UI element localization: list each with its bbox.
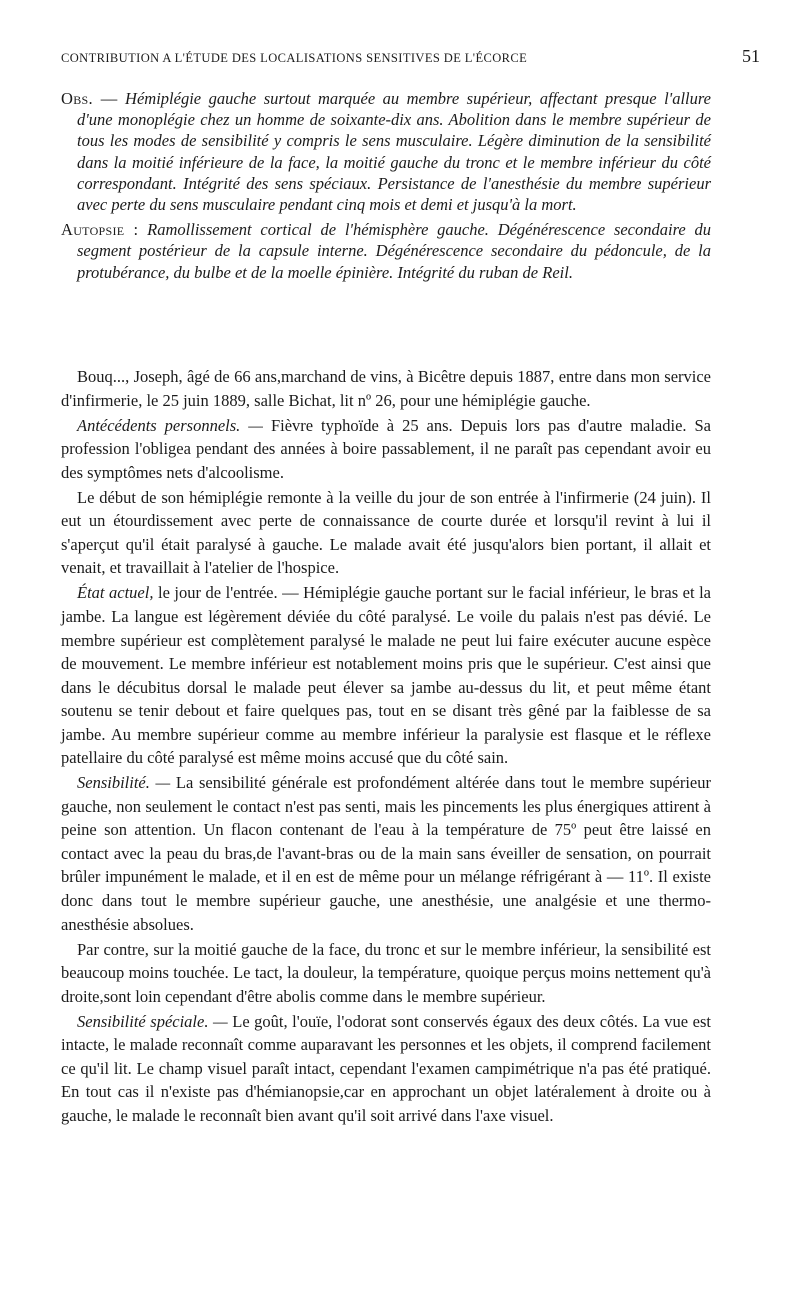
running-header: [61, 46, 760, 67]
etat-paragraph: [61, 581, 711, 769]
observation-summary: [61, 88, 711, 287]
antecedents-paragraph: [61, 414, 711, 485]
page-number: 51: [742, 46, 760, 66]
running-title: CONTRIBUTION A L'ÉTUDE DES LOCALISATIONS SENSITIVES DE L'ÉCORCE: [61, 51, 528, 65]
autopsy-text: Ramollissement cortical de l'hémisphère gauche. Dégénérescence secondaire du segment postérieur de la capsule interne. Dégénérescence secondaire du pédoncule, de la protubérance, du bulbe et de la moelle épinière. Intégrité du ruban de Reil.: [77, 220, 711, 282]
speciale-paragraph: [61, 1010, 711, 1128]
antecedents-text: Fièvre typhoïde à 25 ans. Depuis lors pas d'autre maladie. Sa profession l'obligea pendant des années à boire passablement, il ne paraît pas cependant avoir eu des symptômes nets d'alcoolisme.: [61, 415, 712, 482]
observation-label: Obs. —: [61, 89, 118, 108]
autopsy-paragraph: [61, 219, 711, 283]
contrast-paragraph: Par contre, sur la moitié gauche de la face, du tronc et sur le membre inférieur, la sensibilité est beaucoup moins touchée. Le tact, la douleur, la température, quoique perçus moins nettement qu'à droite,sont loin cependant d'être abolis comme dans le membre supérieur.: [61, 939, 711, 1006]
observation-text: Hémiplégie gauche surtout marquée au membre supérieur, affectant presque l'allure d'une monoplégie chez un homme de soixante-dix ans. Abolition dans le membre supérieur de tous les modes de sensibilité y compris le sens musculaire. Légère diminution de la sensibilité dans la moitié inférieure de la face, la moitié gauche du tronc et le membre inférieur du côté correspondant. Intégrité des sens spéciaux. Persistance de l'anesthésie du membre supérieur avec perte du sens musculaire pendant cinq mois et demi et jusqu'à la mort.: [77, 89, 712, 215]
etat-text: le jour de l'entrée. — Hémiplégie gauche portant sur le facial inférieur, le bras et la jambe. La langue est légèrement déviée du côté paralysé. Le voile du palais n'est pas dévié. Le membre supérieur est complètement paralysé le malade ne peut lui faire exécuter aucune espèce de mouvement. Le membre inférieur est notablement moins pris que le supérieur. C'est ainsi que dans le décubitus dorsal le malade peut élever sa jambe au-dessus du lit, et peut même étant soutenu se tenir debout et faire quelques pas, tout en se disant très gêné par la faiblesse de sa jambe. Au membre supérieur comme au membre inférieur la paralysie est flasque et le réflexe patellaire du côté paralysé est même moins accusé que du côté sain.: [61, 583, 711, 768]
case-body: [61, 365, 711, 1128]
speciale-label: Sensibilité spéciale. —: [77, 1011, 228, 1031]
intro-paragraph: Bouq..., Joseph, âgé de 66 ans,marchand de vins, à Bicêtre depuis 1887, entre dans mon service d'infirmerie, le 25 juin 1889, salle Bichat, lit nº 26, pour une hémiplégie gauche.: [61, 367, 711, 410]
autopsy-label: Autopsie :: [61, 220, 139, 240]
sensibilite-paragraph: [61, 771, 711, 936]
sensibilite-text: La sensibilité générale est profondément altérée dans tout le membre supérieur gauche, non seulement le contact n'est pas senti, mais les pincements les plus énergiques attirent à peine son attention. Un flacon contenant de l'eau à la température de 75º peut être laissé en contact avec la peau du bras,de l'avant-bras ou de la main sans éveiller de sensation, on pourrait brûler impunément le malade, et il en est de même pour un mélange réfrigérant à — 11º. Il existe donc dans tout le membre supérieur gauche, une anesthésie, une analgésie et une thermo-anesthésie absolues.: [61, 773, 711, 934]
sensibilite-label: Sensibilité. —: [77, 773, 171, 793]
onset-paragraph: Le début de son hémiplégie remonte à la veille du jour de son entrée à l'infirmerie (24 juin). Il eut un étourdissement avec perte de connaissance de courte durée et lorsqu'il revint à lui il s'aperçut qu'il était paralysé à gauche. Le malade avait été jusqu'alors bien portant, il allait et venait, et travaillait à l'atelier de l'hospice.: [61, 487, 711, 578]
speciale-text: Le goût, l'ouïe, l'odorat sont conservés égaux des deux côtés. La vue est intacte, le malade reconnaît comme auparavant les personnes et les objets, il comprend facilement ce qu'il lit. Le champ visuel paraît intact, cependant l'examen campimétrique n'a pas été pratiqué. En tout cas il n'existe pas d'hémianopsie,car en approchant un objet latéralement à droite ou à gauche, le malade le reconnaît bien avant qu'il soit arrivé dans l'axe visuel.: [61, 1011, 711, 1125]
antecedents-label: Antécédents personnels. —: [77, 415, 263, 435]
observation-paragraph: [61, 88, 711, 215]
etat-label: État actuel,: [77, 583, 154, 603]
